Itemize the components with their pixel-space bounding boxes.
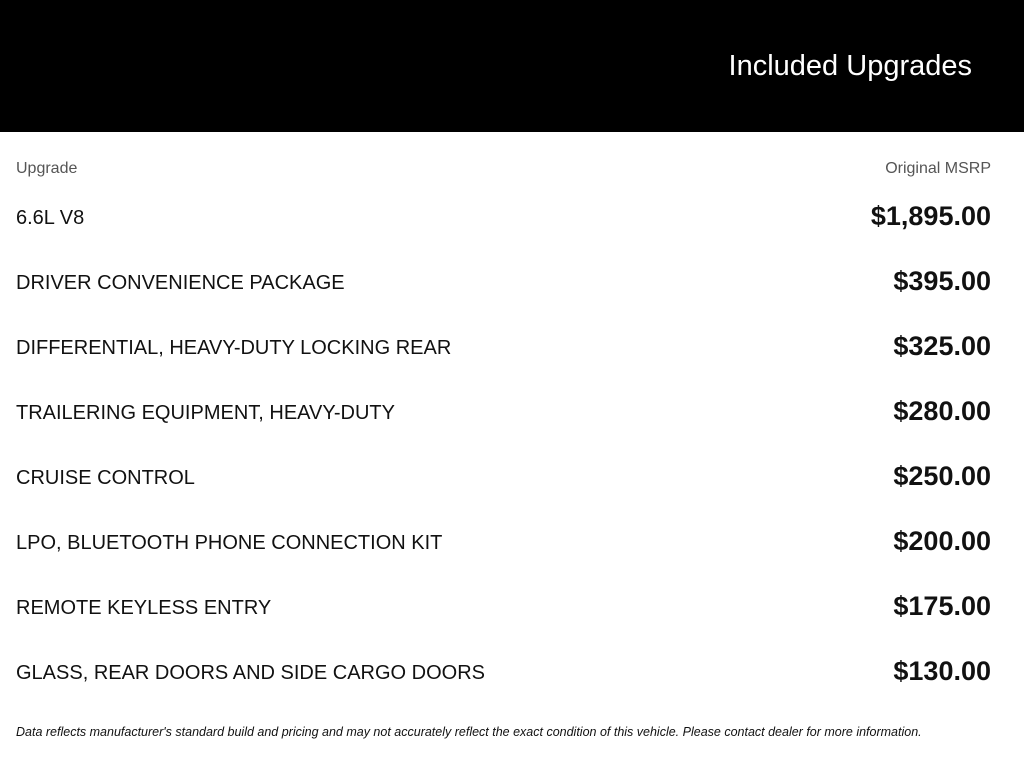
upgrade-price: $1,895.00 (870, 201, 991, 231)
column-header-msrp: Original MSRP (885, 160, 991, 177)
page-title: Included Upgrades (728, 50, 972, 82)
upgrades-list (16, 195, 991, 715)
upgrade-price: $395.00 (893, 266, 991, 296)
upgrade-name: REMOTE KEYLESS ENTRY (16, 597, 272, 619)
upgrade-name: LPO, BLUETOOTH PHONE CONNECTION KIT (16, 532, 443, 554)
upgrade-row (16, 520, 991, 585)
upgrade-price: $280.00 (893, 396, 991, 426)
upgrade-price: $130.00 (893, 656, 991, 686)
upgrade-row (16, 325, 991, 390)
header-banner (0, 0, 1024, 132)
upgrade-price: $325.00 (893, 331, 991, 361)
column-headers (16, 160, 991, 180)
upgrade-name: 6.6L V8 (16, 207, 85, 229)
upgrade-name: DIFFERENTIAL, HEAVY-DUTY LOCKING REAR (16, 337, 452, 359)
upgrade-row (16, 390, 991, 455)
upgrade-name: CRUISE CONTROL (16, 467, 195, 489)
upgrade-price: $175.00 (893, 591, 991, 621)
upgrade-row (16, 650, 991, 715)
upgrade-row (16, 585, 991, 650)
upgrade-row (16, 260, 991, 325)
disclaimer-text: Data reflects manufacturer's standard build and pricing and may not accurately reflect the exact condition of this vehicle. Please contact dealer for more information. (16, 724, 922, 739)
upgrade-price: $250.00 (893, 461, 991, 491)
upgrade-name: DRIVER CONVENIENCE PACKAGE (16, 272, 345, 294)
upgrade-name: TRAILERING EQUIPMENT, HEAVY-DUTY (16, 402, 395, 424)
upgrade-name: GLASS, REAR DOORS AND SIDE CARGO DOORS (16, 662, 485, 684)
upgrade-row (16, 455, 991, 520)
column-header-upgrade: Upgrade (16, 160, 78, 177)
upgrade-price: $200.00 (893, 526, 991, 556)
upgrade-row (16, 195, 991, 260)
